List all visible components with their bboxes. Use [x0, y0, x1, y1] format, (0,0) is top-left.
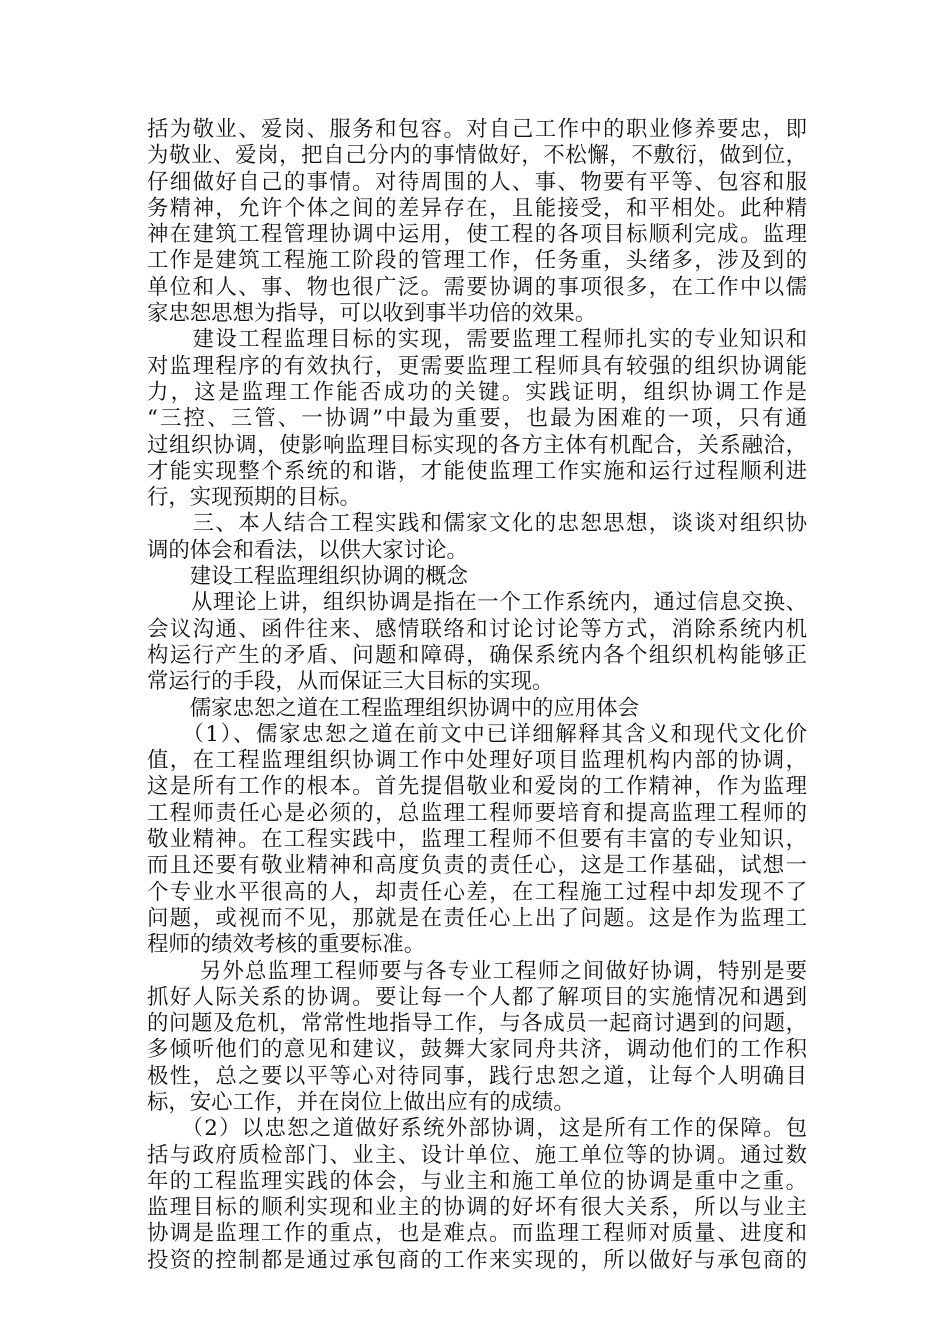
- text-line: 的问题及危机，常常性地指导工作，与各成员一起商讨遇到的问题，: [147, 1011, 807, 1037]
- text-line: 年的工程监理实践的体会，与业主和施工单位的协调是重中之重。: [147, 1168, 807, 1194]
- text-line: 三、本人结合工程实践和儒家文化的忠恕思想，谈谈对组织协: [147, 511, 807, 537]
- text-line: 家忠恕思想为指导，可以收到事半功倍的效果。: [147, 301, 597, 327]
- text-line: 标，安心工作，并在岗位上做出应有的成绩。: [147, 1089, 575, 1115]
- paragraph: [147, 959, 807, 1117]
- document-page: [147, 117, 807, 1274]
- text-line: 务精神，允许个体之间的差异存在，且能接受，和平相处。此种精: [147, 195, 807, 221]
- text-line: 为敬业、爱岗，把自己分内的事情做好，不松懈，不敷衍，做到位，: [147, 143, 807, 169]
- text-line: 构运行产生的矛盾、问题和障碍，确保系统内各个组织机构能够正: [147, 642, 807, 668]
- text-line: （1）、儒家忠恕之道在前文中已详细解释其含义和现代文化价: [147, 721, 807, 747]
- text-line: 神在建筑工程管理协调中运用，使工程的各项目标顺利完成。监理: [147, 222, 807, 248]
- text-line: 敬业精神。在工程实践中，监理工程师不但要有丰富的专业知识，: [147, 827, 807, 853]
- text-line: 另外总监理工程师要与各专业工程师之间做好协调，特别是要: [147, 958, 807, 984]
- text-line: 从理论上讲，组织协调是指在一个工作系统内，通过信息交换、: [147, 590, 807, 616]
- text-line: 协调是监理工作的重点，也是难点。而监理工程师对质量、进度和: [147, 1221, 807, 1247]
- text-line: 投资的控制都是通过承包商的工作来实现的，所以做好与承包商的: [147, 1247, 807, 1273]
- text-line: 极性，总之要以平等心对待同事，践行忠恕之道，让每个人明确目: [147, 1063, 807, 1089]
- text-line: 问题，或视而不见，那就是在责任心上出了问题。这是作为监理工: [147, 905, 807, 931]
- text-line: 工作是建筑工程施工阶段的管理工作，任务重，头绪多，涉及到的: [147, 248, 807, 274]
- paragraph: [147, 511, 807, 564]
- paragraph: [147, 722, 807, 959]
- paragraph: [147, 327, 807, 511]
- text-line: 行，实现预期的目标。: [147, 485, 361, 511]
- text-line: 单位和人、事、物也很广泛。需要协调的事项很多，在工作中以儒: [147, 274, 807, 300]
- text-line: 调的体会和看法，以供大家讨论。: [147, 537, 468, 563]
- text-line: 儒家忠恕之道在工程监理组织协调中的应用体会: [147, 695, 639, 721]
- text-line: 抓好人际关系的协调。要让每一个人都了解项目的实施情况和遇到: [147, 984, 807, 1010]
- paragraph: [147, 564, 807, 590]
- text-line: 会议沟通、函件往来、感情联络和讨论讨论等方式，消除系统内机: [147, 616, 807, 642]
- text-line: 括与政府质检部门、业主、设计单位、施工单位等的协调。通过数: [147, 1142, 807, 1168]
- text-line: 过组织协调，使影响监理目标实现的各方主体有机配合，关系融洽，: [147, 432, 807, 458]
- text-line: 建设工程监理组织协调的概念: [147, 564, 468, 590]
- text-line: 这是所有工作的根本。首先提倡敬业和爱岗的工作精神，作为监理: [147, 774, 807, 800]
- text-line: 才能实现整个系统的和谐，才能使监理工作实施和运行过程顺利进: [147, 458, 807, 484]
- text-line: 多倾听他们的意见和建议，鼓舞大家同舟共济，调动他们的工作积: [147, 1037, 807, 1063]
- text-line: 值，在工程监理组织协调工作中处理好项目监理机构内部的协调，: [147, 748, 807, 774]
- text-line: 工程师责任心是必须的，总监理工程师要培育和提高监理工程师的: [147, 800, 807, 826]
- paragraph: [147, 590, 807, 695]
- text-line: 程师的绩效考核的重要标准。: [147, 932, 426, 958]
- text-line: 对监理程序的有效执行，更需要监理工程师具有较强的组织协调能: [147, 353, 807, 379]
- paragraph: [147, 117, 807, 327]
- text-line: （2）以忠恕之道做好系统外部协调，这是所有工作的保障。包: [147, 1116, 807, 1142]
- paragraph: [147, 1116, 807, 1274]
- paragraph: [147, 696, 807, 722]
- text-line: 括为敬业、爱岗、服务和包容。对自己工作中的职业修养要忠，即: [147, 117, 807, 142]
- text-line: 仔细做好自己的事情。对待周围的人、事、物要有平等、包容和服: [147, 169, 807, 195]
- text-line: 而且还要有敬业精神和高度负责的责任心，这是工作基础，试想一: [147, 853, 807, 879]
- text-line: 力，这是监理工作能否成功的关键。实践证明，组织协调工作是: [147, 379, 807, 405]
- text-line: 监理目标的顺利实现和业主的协调的好坏有很大关系，所以与业主: [147, 1195, 807, 1221]
- text-line: “三控、三管、一协调”中最为重要，也最为困难的一项，只有通: [147, 406, 807, 432]
- text-line: 个专业水平很高的人，却责任心差，在工程施工过程中却发现不了: [147, 879, 807, 905]
- text-line: 建设工程监理目标的实现，需要监理工程师扎实的专业知识和: [147, 327, 807, 353]
- text-line: 常运行的手段，从而保证三大目标的实现。: [147, 669, 554, 695]
